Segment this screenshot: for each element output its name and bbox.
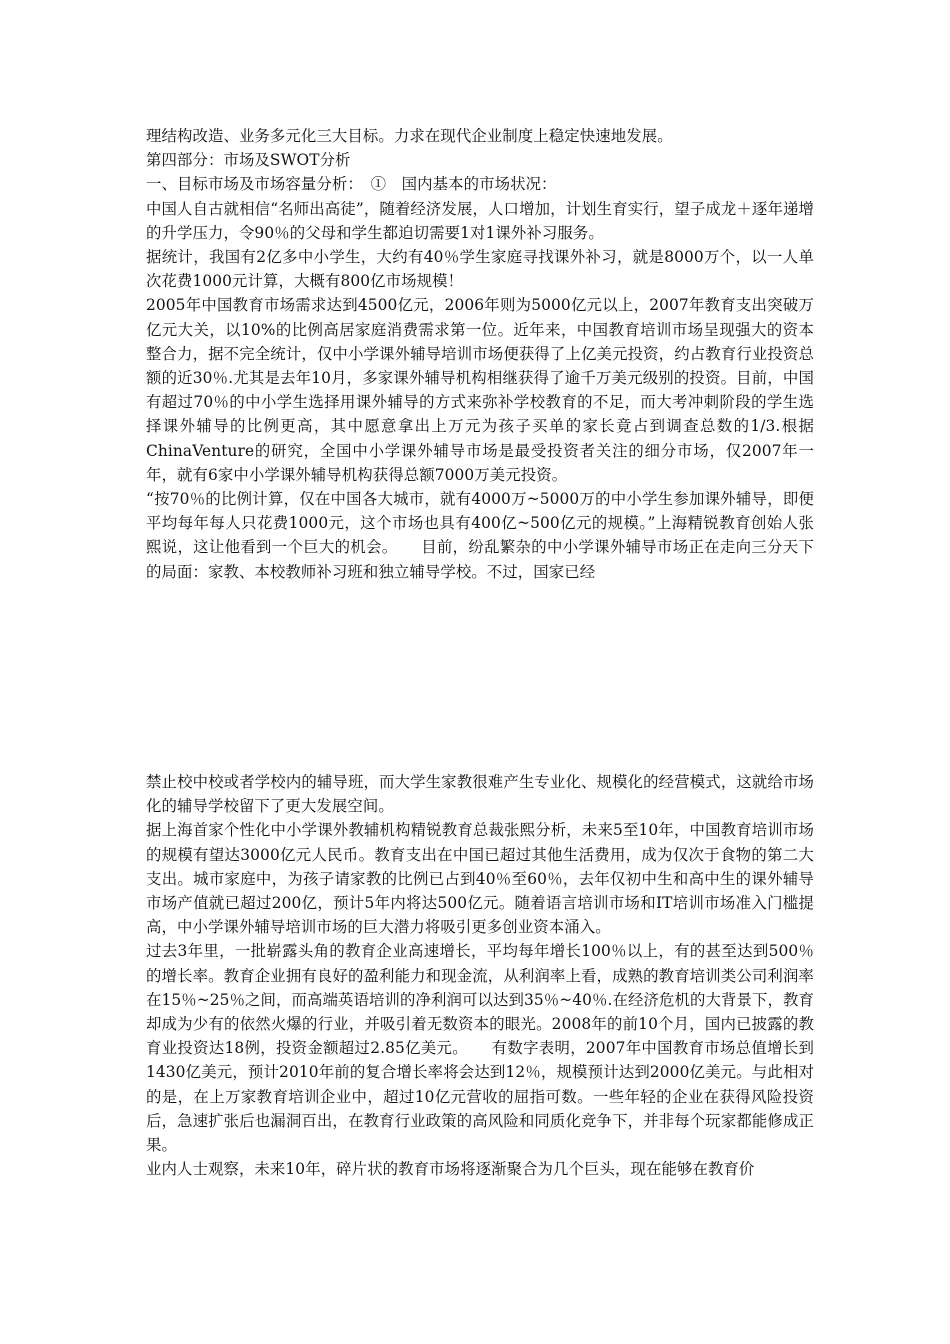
paragraph-prohibition: 禁止校中校或者学校内的辅导班，而大学生家教很难产生专业化、规模化的经营模式，这就给市场化的辅导学校留下了更大发展空间。 (146, 773, 814, 816)
paragraph-observation: 业内人士观察，未来10年，碎片状的教育市场将逐渐聚合为几个巨头，现在能够在教育价 (146, 1160, 755, 1179)
paragraph-quote: “按70％的比例计算，仅在中国各大城市，就有4000万~5000万的中小学生参加课外辅导，即便平均每年每人只花费1000元，这个市场也具有400亿~500亿元的规模。”上海精锐教育创始人张熙说，这让他看到一个巨大的机会。 目前，纷乱繁杂的中小学课外辅导市场正在走向三分天下的局面：家教、本校教师补习班和独立辅导学校。不过，国家已经 (146, 490, 814, 581)
section-heading-part-four: 第四部分：市场及SWOT分析 (146, 151, 351, 170)
paragraph-tradition: 中国人自古就相信“名师出高徒”，随着经济发展，人口增加，计划生育实行，望子成龙＋逐年递增的升学压力，令90％的父母和学生都迫切需要1对1课外补习服务。 (146, 199, 814, 242)
paragraph-intro-tail: 理结构改造、业务多元化三大目标。力求在现代企业制度上稳定快速地发展。 (146, 127, 673, 145)
paragraph-growth: 过去3年里，一批崭露头角的教育企业高速增长，平均每年增长100％以上，有的甚至达到500％的增长率。教育企业拥有良好的盈利能力和现金流，从利润率上看，成熟的教育培训类公司利润率在15％~25％之间，而高端英语培训的净利润可以达到35％~40％.在经济危机的大背景下，教育却成为少有的依然火爆的行业，并吸引着无数资本的眼光。2008年的前10个月，国内已披露的教育业投资达18例，投资金额超过2.85亿美元。 有数字表明，2007年中国教育市场总值增长到1430亿美元，预计2010年前的复合增长率将会达到12％，规模预计达到2000亿美元。与此相对的是，在上万家教育培训企业中，超过10亿元营收的屈指可数。一些年轻的企业在获得风险投资后，急速扩张后也漏洞百出，在教育行业政策的高风险和同质化竞争下，并非每个玩家都能修成正果。 (146, 942, 814, 1155)
paragraph-analysis: 据上海首家个性化中小学课外教辅机构精锐教育总裁张熙分析，未来5至10年，中国教育培训市场的规模有望达3000亿元人民币。教育支出在中国已超过其他生活费用，成为仅次于食物的第二大支出。城市家庭中，为孩子请家教的比例已占到40％至60％，去年仅初中生和高中生的课外辅导市场产值就已超过200亿，预计5年内将达500亿元。随着语言培训市场和IT培训市场准入门槛提高，中小学课外辅导培训市场的巨大潜力将吸引更多创业资本涌入。 (146, 821, 814, 937)
paragraph-market-demand: 2005年中国教育市场需求达到4500亿元，2006年则为5000亿元以上，2007年教育支出突破万亿元大关，以10%的比例高居家庭消费需求第一位。近年来，中国教育培训市场呈现强大的资本整合力，据不完全统计，仅中小学课外辅导培训市场便获得了上亿美元投资，约占教育行业投资总额的近30％.尤其是去年10月，多家课外辅导机构相继获得了逾千万美元级别的投资。目前，中国有超过70％的中小学生选择用课外辅导的方式来弥补学校教育的不足，而大考冲刺阶段的学生选择课外辅导的比例更高，其中愿意拿出上万元为孩子买单的家长竟占到调查总数的1/3.根据ChinaVenture的研究，全国中小学课外辅导市场是最受投资者关注的细分市场，仅2007年一年，就有6家中小学课外辅导机构获得总额7000万美元投资。 (146, 296, 814, 484)
document-upper-block (146, 124, 814, 584)
subsection-heading-market-capacity: 一、目标市场及市场容量分析： ① 国内基本的市场状况： (146, 175, 557, 194)
paragraph-statistics: 据统计，我国有2亿多中小学生，大约有40％学生家庭寻找课外补习，就是8000万个，以一人单次花费1000元计算，大概有800亿市场规模！ (146, 248, 814, 291)
document-lower-block (146, 770, 814, 1181)
